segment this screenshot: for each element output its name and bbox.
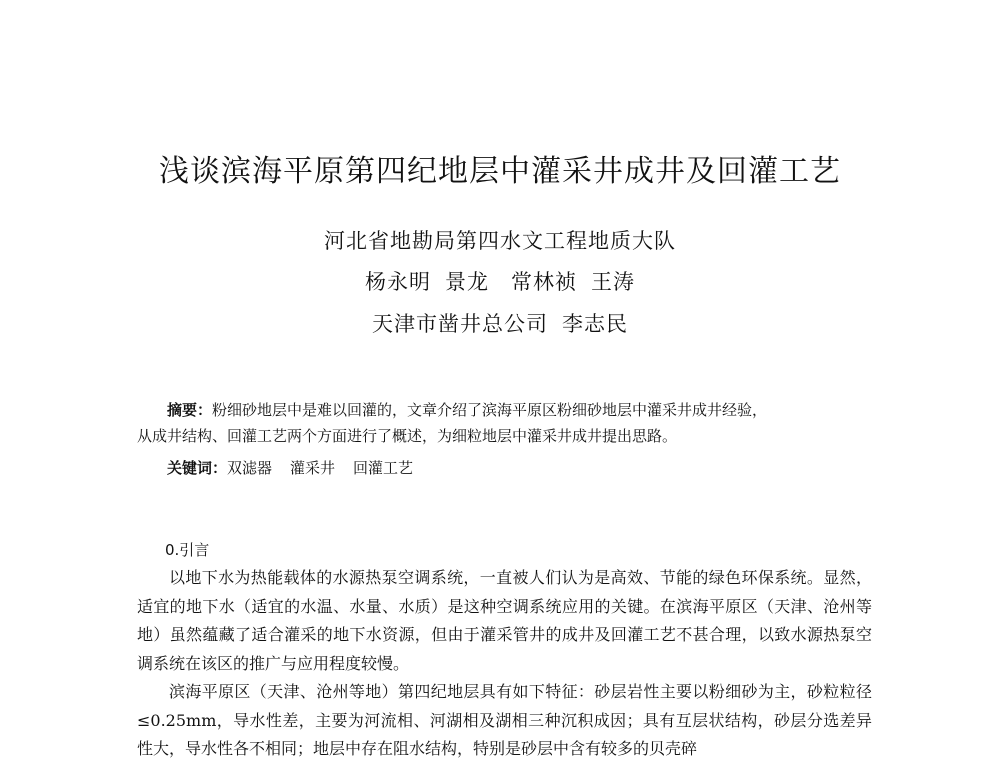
author-list-1 <box>0 267 1000 297</box>
author-name: 李志民 <box>562 312 628 336</box>
author-name: 王涛 <box>591 270 635 294</box>
section-heading: 0.引言 <box>165 541 210 559</box>
abstract-line-2: 从成井结构、回灌工艺两个方面进行了概述，为细粒地层中灌采井成井提出思路。 <box>137 427 678 445</box>
paragraph: 以地下水为热能载体的水源热泵空调系统，一直被人们认为是高效、节能的绿色环保系统。显然，适宜的地下水（适宜的水温、水量、水质）是这种空调系统应用的关键。在滨海平原区（天津、沧州等地）虽然蕴藏了适合灌采的地下水资源，但由于灌采管井的成井及回灌工艺不甚合理，以致水源热泵空调系统在该区的推广与应用程度较慢。 <box>137 568 872 673</box>
abstract-line-1 <box>137 397 872 423</box>
author-name: 景龙 <box>445 270 489 294</box>
paper-title: 浅谈滨海平原第四纪地层中灌采井成井及回灌工艺 <box>159 154 841 189</box>
keywords-label: 关键词： <box>167 459 228 477</box>
keywords <box>167 455 431 481</box>
paragraph: 滨海平原区（天津、沧州等地）第四纪地层具有如下特征：砂层岩性主要以粉细砂为主，砂粒粒径≤0.25mm，导水性差，主要为河流相、河湖相及湖相三种沉积成因；具有互层状结构，砂层分选差异性大，导水性各不相同；地层中存在阻水结构，特别是砂层中含有较多的贝壳碎 <box>137 682 872 758</box>
keyword: 灌采井 <box>290 459 336 477</box>
affiliation-1: 河北省地勘局第四水文工程地质大队 <box>324 229 676 253</box>
affiliation-2: 天津市凿井总公司 <box>372 312 548 336</box>
affiliation-2-line <box>0 309 1000 339</box>
abstract-label: 摘要： <box>167 401 213 419</box>
keyword: 回灌工艺 <box>353 459 414 477</box>
abstract <box>137 397 872 449</box>
body-text <box>137 564 872 764</box>
author-name: 杨永明 <box>365 270 431 294</box>
author-name: 常林祯 <box>511 270 577 294</box>
keyword: 双滤器 <box>227 459 273 477</box>
abstract-text-1: 粉细砂地层中是难以回灌的，文章介绍了滨海平原区粉细砂地层中灌采井成井经验， <box>212 401 768 419</box>
